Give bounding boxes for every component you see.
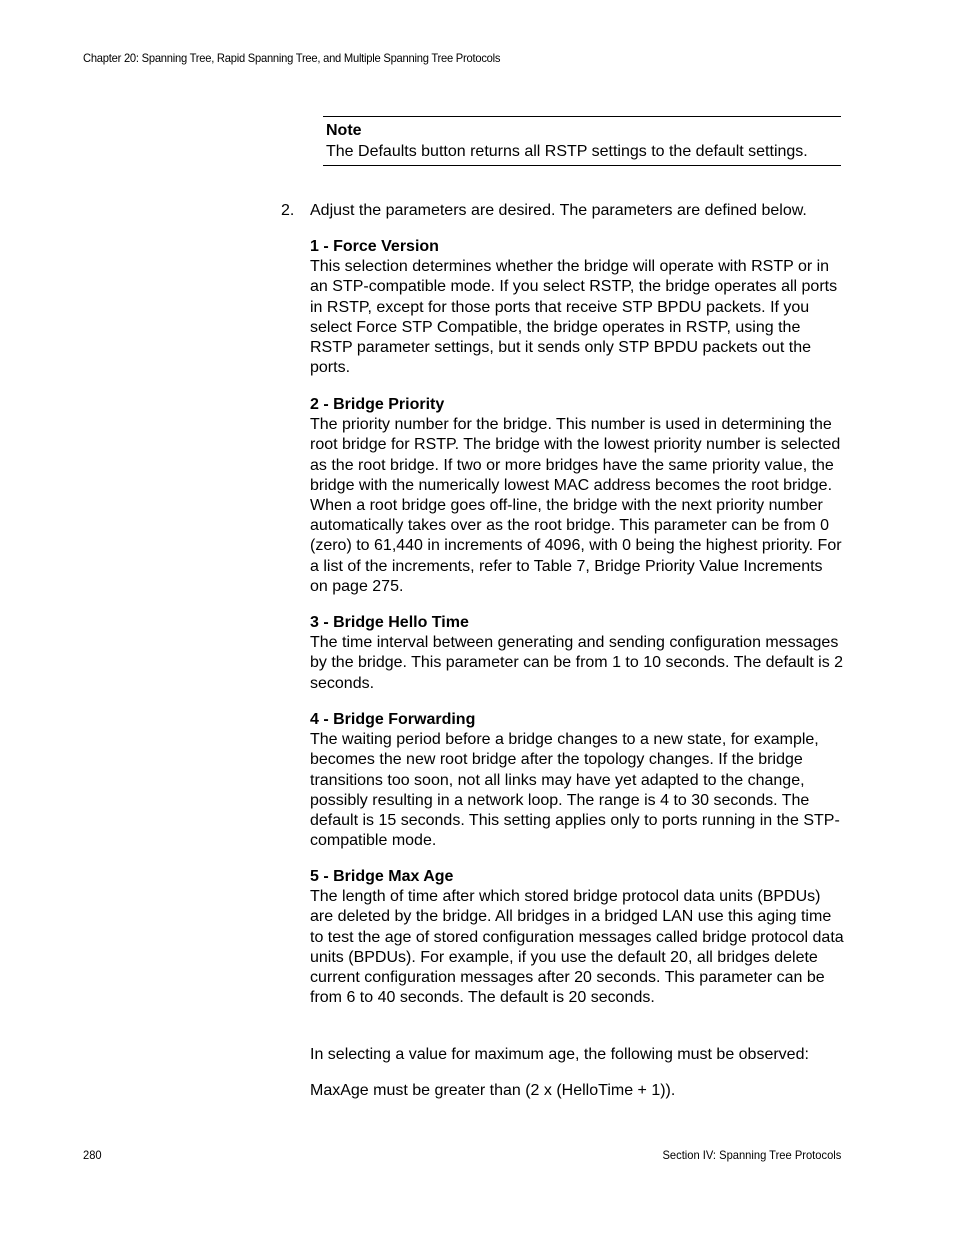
param-text: The time interval between generating and sending configuration messages by the bridge. This parameter can be from 1 to 10 seconds. The default is 2 seconds.	[310, 634, 844, 692]
param-title: 4 - Bridge Forwarding	[310, 711, 476, 728]
param-title: 2 - Bridge Priority	[310, 396, 445, 413]
max-age-intro-paragraph: In selecting a value for maximum age, the following must be observed:	[310, 1046, 809, 1063]
param-title: 3 - Bridge Hello Time	[310, 614, 469, 631]
section-footer: Section IV: Spanning Tree Protocols	[662, 1148, 841, 1162]
param-text: The priority number for the bridge. This number is used in determining the root bridge for RSTP. The bridge with the lowest priority number is selected as the root bridge. If two or more bridges have the same priority value, the bridge with the numerically lowest MAC address becomes the root bridge. When a root bridge goes off-line, the bridge with the next priority number automatically takes over as the root bridge. This parameter can be from 0 (zero) to 61,440 in increments of 4096, with 0 being the highest priority. For a list of the increments, refer to Table 7, Bridge Priority Value Increments on page 275.	[310, 416, 842, 595]
param-force-version	[310, 237, 844, 378]
param-bridge-hello-time	[310, 613, 844, 694]
param-bridge-forwarding	[310, 710, 844, 851]
note-box	[323, 116, 841, 166]
param-bridge-priority	[310, 395, 844, 597]
running-header: Chapter 20: Spanning Tree, Rapid Spanning Tree, and Multiple Spanning Tree Protocols	[83, 51, 501, 65]
step-number: 2.	[281, 202, 295, 219]
note-text: The Defaults button returns all RSTP settings to the default settings.	[326, 143, 808, 160]
param-text: The waiting period before a bridge changes to a new state, for example, becomes the new root bridge after the topology changes. If the bridge transitions too soon, not all links may have yet adapted to the change, possibly resulting in a network loop. The range is 4 to 30 seconds. The default is 15 seconds. This setting applies only to ports running in the STP-compatible mode.	[310, 731, 840, 850]
param-text: The length of time after which stored bridge protocol data units (BPDUs) are deleted by the bridge. All bridges in a bridged LAN use this aging time to test the age of stored configuration messages called bridge protocol data units (BPDUs). For example, if you use the default 20, all bridges delete current configuration messages after 20 seconds. This parameter can be from 6 to 40 seconds. The default is 20 seconds.	[310, 888, 844, 1007]
param-bridge-max-age	[310, 867, 844, 1008]
max-age-rule-paragraph: MaxAge must be greater than (2 x (HelloTime + 1)).	[310, 1082, 676, 1099]
param-title: 5 - Bridge Max Age	[310, 868, 454, 885]
note-title: Note	[326, 122, 362, 139]
param-text: This selection determines whether the bridge will operate with RSTP or in an STP-compatible mode. If you select RSTP, the bridge operates all ports in RSTP, except for those ports that receive STP BPDU packets. If you select Force STP Compatible, the bridge operates in RSTP, using the RSTP parameter settings, but it sends only STP BPDU packets out the ports.	[310, 258, 838, 377]
step-text: Adjust the parameters are desired. The parameters are defined below.	[310, 202, 807, 219]
param-title: 1 - Force Version	[310, 238, 439, 255]
page-number: 280	[83, 1148, 102, 1162]
